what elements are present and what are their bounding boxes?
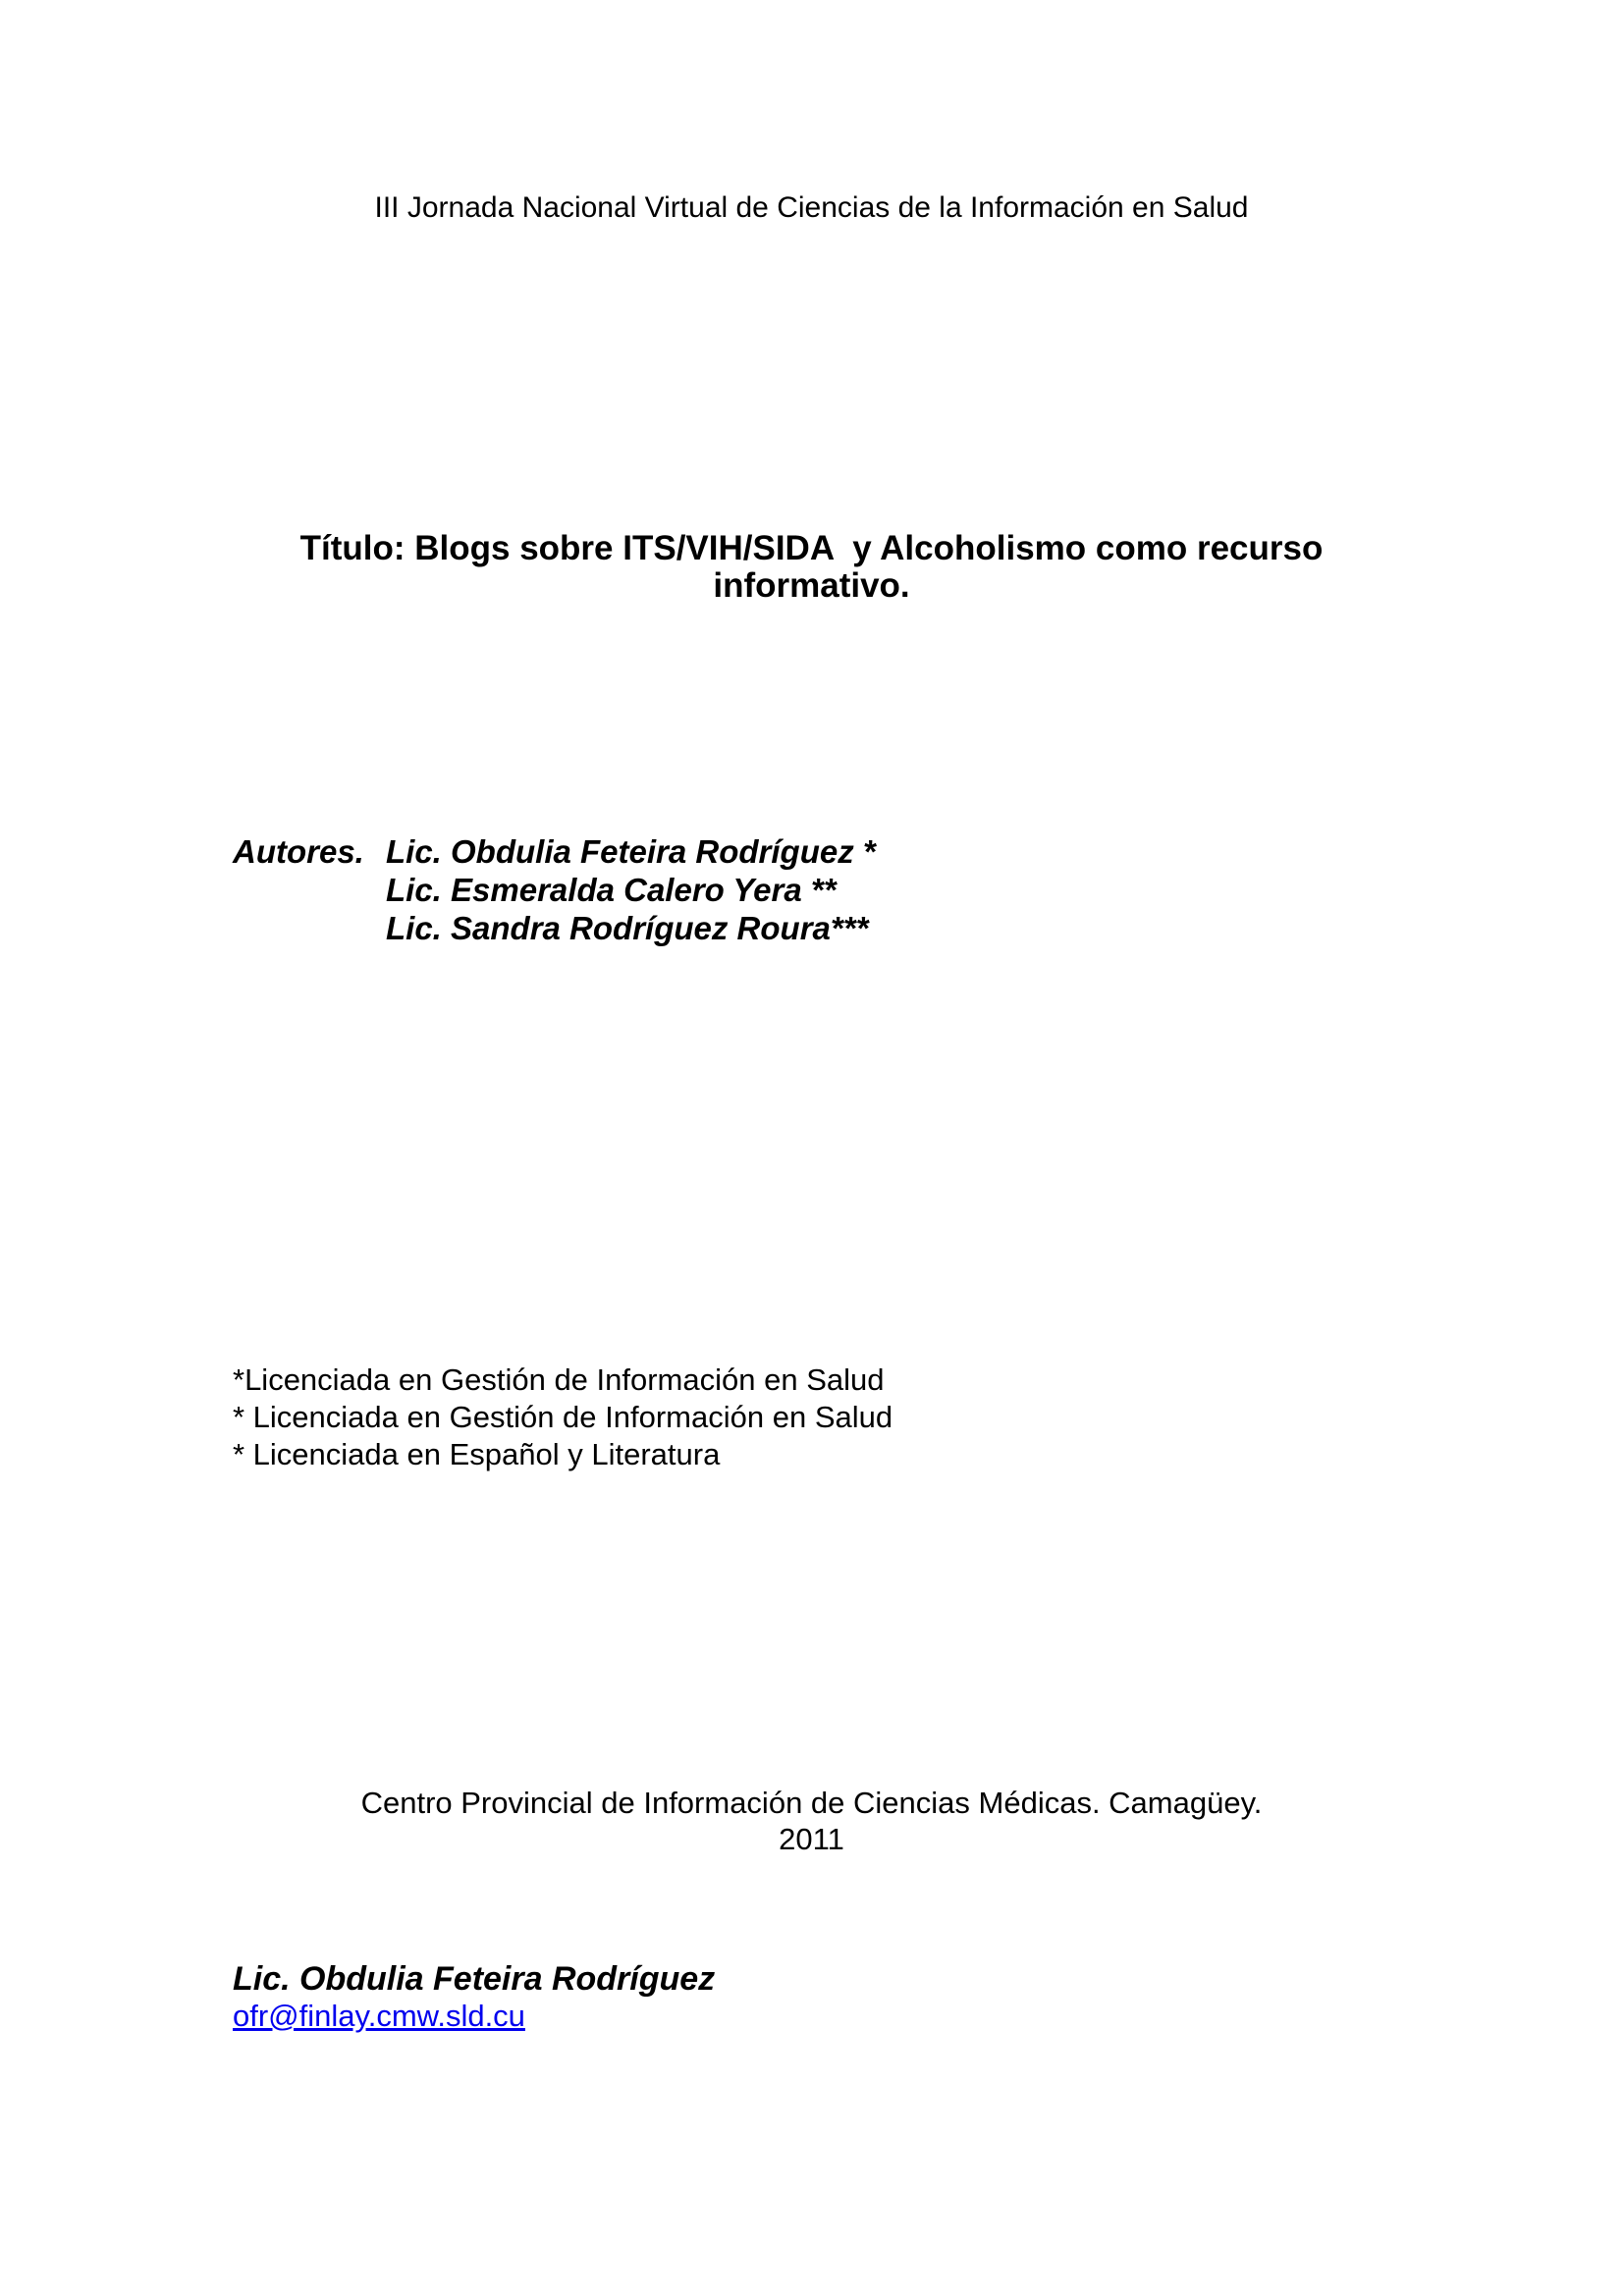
affiliation-line: * Licenciada en Gestión de Información en Salud [233, 1400, 893, 1434]
title-line-1: Título: Blogs sobre ITS/VIH/SIDA y Alcoholismo como recurso [299, 529, 1324, 567]
conference-text: III Jornada Nacional Virtual de Ciencias de la Información en Salud [374, 191, 1249, 224]
authors-block [233, 832, 876, 947]
author-row-2 [233, 871, 876, 909]
institution-block [0, 1785, 1623, 1857]
author-name: Lic. Sandra Rodríguez Roura*** [386, 910, 869, 946]
author-name: Lic. Esmeralda Calero Yera ** [386, 872, 837, 908]
document-title [0, 530, 1623, 605]
contact-block [233, 1959, 715, 2034]
institution-name: Centro Provincial de Información de Ciencias Médicas. Camagüey. [360, 1786, 1263, 1820]
author-row-1 [233, 832, 876, 871]
authors-label: Autores. [233, 833, 364, 870]
contact-name: Lic. Obdulia Feteira Rodríguez [233, 1960, 716, 1998]
contact-email-link[interactable]: ofr@finlay.cmw.sld.cu [233, 1999, 525, 2033]
title-line-2: informativo. [713, 566, 910, 605]
author-name: Lic. Obdulia Feteira Rodríguez * [386, 833, 876, 870]
affiliation-line: *Licenciada en Gestión de Información en Salud [233, 1362, 885, 1397]
affiliation-line: * Licenciada en Español y Literatura [233, 1437, 721, 1471]
affiliations-block [233, 1362, 893, 1473]
conference-heading [0, 190, 1623, 226]
author-row-3 [233, 909, 876, 947]
publication-year: 2011 [779, 1822, 844, 1856]
